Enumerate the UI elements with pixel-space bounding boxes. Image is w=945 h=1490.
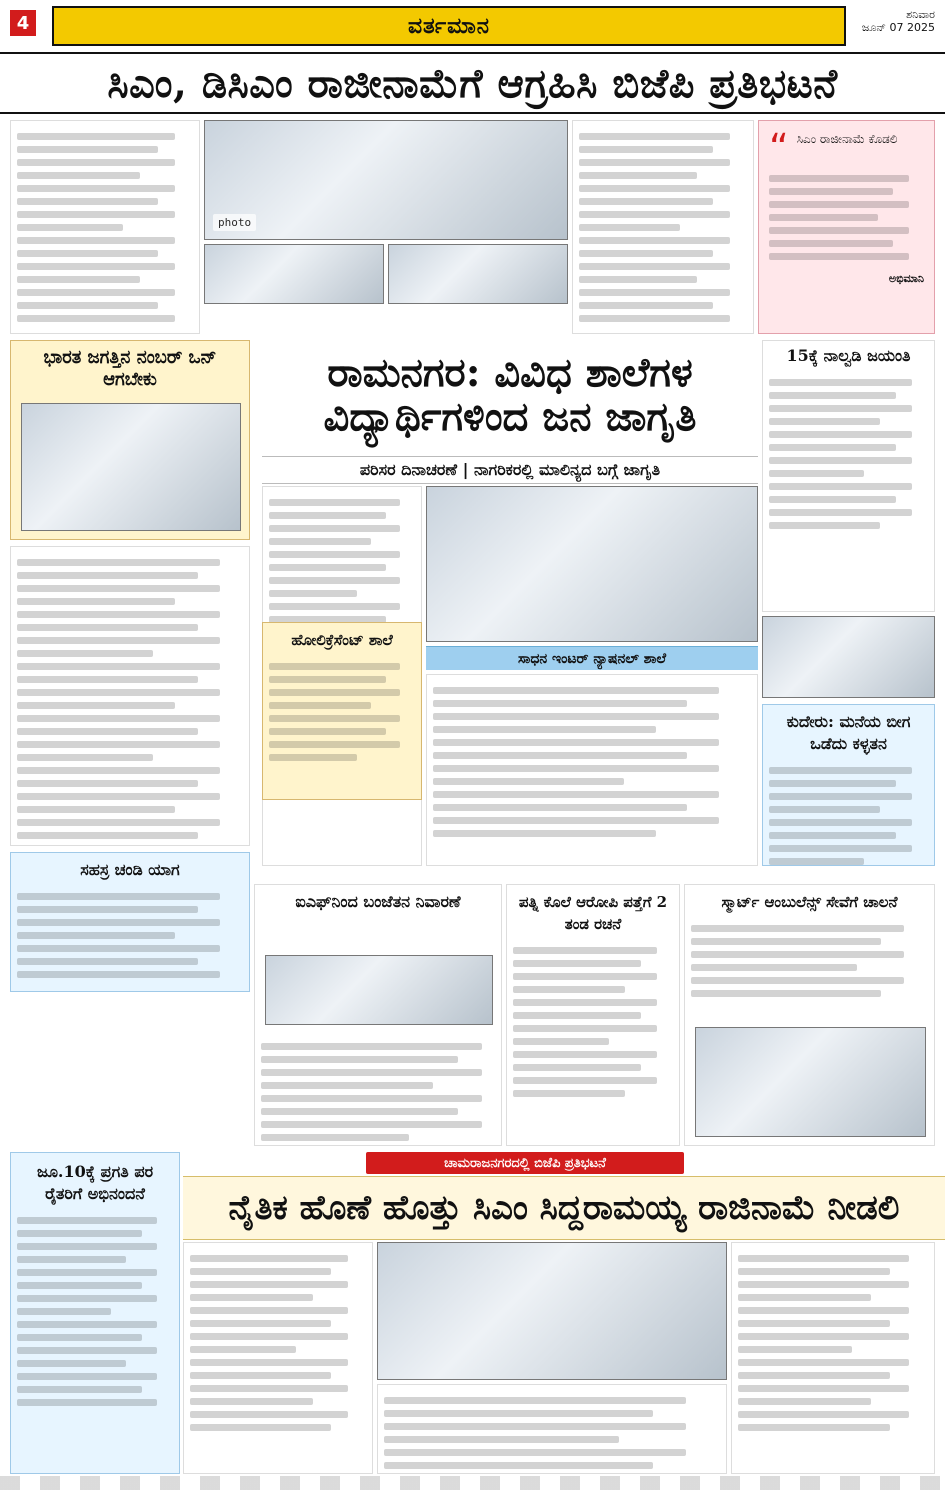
right-story-box-1-photo: [762, 616, 935, 698]
top-story-photo-small-1: [204, 244, 384, 304]
right-quote-box: [758, 120, 935, 334]
quote-mark-icon: “: [769, 126, 789, 170]
right-story-box-1-title: 15ಕ್ಕೆ ನಾಲ್ವಡಿ ಜಯಂತಿ: [786, 346, 911, 365]
quote-byline: ಅಭಿಮಾನಿ: [888, 272, 924, 285]
center-story-photo: [426, 486, 758, 642]
top-headline-rule: [0, 112, 945, 114]
mid-story-1-headline: ಐಎಫ್‌ನಿಂದ ಬಂಜೆತನ ನಿವಾರಣೆ: [295, 892, 461, 911]
mid-story-3-photo-ambulance: [695, 1027, 926, 1137]
bottom-story-right-text: [731, 1242, 935, 1474]
bottom-story-headline: ನೈತಿಕ ಹೊಣೆ ಹೊತ್ತು ಸಿಎಂ ಸಿದ್ದರಾಮಯ್ಯ ರಾಜಿನಾಮೆ ನೀಡಲಿ: [183, 1176, 945, 1240]
page-number-badge: 4: [10, 10, 36, 36]
top-story-right-column: [572, 120, 754, 334]
bottom-story-kicker: ಚಾಮರಾಜನಗರದಲ್ಲಿ ಬಿಜೆಪಿ ಪ್ರತಿಭಟನೆ: [366, 1152, 684, 1174]
center-story-inset-box: [262, 622, 422, 800]
center-story-kicker: ಪರಿಸರ ದಿನಾಚರಣೆ | ನಾಗರಿಕರಲ್ಲಿ ಮಾಲಿನ್ಯದ ಬಗ್ಗೆ ಜಾಗೃತಿ: [262, 456, 758, 484]
top-story-headline: ಸಿಎಂ, ಡಿಸಿಎಂ ರಾಜೀನಾಮೆಗೆ ಆಗ್ರಹಿಸಿ ಬಿಜೆಪಿ ಪ್ರತಿಭಟನೆ: [107, 59, 838, 107]
mid-story-1-photo: [265, 955, 493, 1025]
mid-left-box-title: ಸಹಸ್ರ ಚಂಡಿ ಯಾಗ: [80, 860, 180, 879]
date-block: [845, 8, 935, 44]
bottom-left-box: [10, 1152, 180, 1474]
right-story-box-2: [762, 704, 935, 866]
date-line-2: ಜೂನ್ 07 2025: [861, 21, 935, 34]
mid-left-box: [10, 852, 250, 992]
mid-story-3-headline: ಸ್ಮಾರ್ಟ್ ಆಂಬುಲೆನ್ಸ್ ಸೇವೆಗೆ ಚಾಲನೆ: [721, 893, 898, 911]
bottom-story-mid-text: [377, 1384, 727, 1474]
bottom-left-box-title: ಜೂ.10ಕ್ಕೆ ಪ್ರಗತಿ ಪರ ರೈತರಿಗೆ ಅಭಿನಂದನೆ: [36, 1162, 154, 1203]
bottom-story-photo: [377, 1242, 727, 1380]
bottom-story-left-text: [183, 1242, 373, 1474]
center-story-headline: [262, 340, 758, 450]
center-school-caption: ಸಾಧನ ಇಂಟರ್ ನ್ಯಾಷನಲ್ ಶಾಲೆ: [426, 646, 758, 670]
print-registration-strip: [0, 1476, 945, 1490]
quote-lead: ಸಿಎಂ ರಾಜೀನಾಮೆ ಕೊಡಲಿ: [796, 132, 898, 146]
mid-story-1: [254, 884, 502, 1146]
left-story-box-1-photo: [21, 403, 241, 531]
quote-text: [759, 121, 934, 272]
left-story-box-1: [10, 340, 250, 540]
photo-placeholder-label: photo: [213, 214, 256, 231]
center-school-caption-bar: [426, 646, 758, 670]
mid-story-3: [684, 884, 935, 1146]
mid-story-2-headline: ಪತ್ನಿ ಕೊಲೆ ಆರೋಪಿ ಪತ್ತೆಗೆ 2 ತಂಡ ರಚನೆ: [518, 893, 668, 933]
center-story-inset-title: ಹೋಲಿಕ್ರೆಸೆಂಟ್ ಶಾಲೆ: [291, 631, 393, 649]
right-story-box-1: [762, 340, 935, 612]
center-story-headline-line-2: ವಿದ್ಯಾರ್ಥಿಗಳಿಂದ ಜನ ಜಾಗೃತಿ: [323, 393, 697, 440]
top-story-photo-protest: [204, 120, 568, 240]
top-story-left-column: [10, 120, 200, 334]
masthead: [0, 0, 945, 54]
center-story-bottom-text: [426, 674, 758, 866]
center-story-headline-line-1: ರಾಮನಗರ: ವಿವಿಧ ಶಾಲೆಗಳ: [327, 349, 693, 396]
top-story-photo-small-2: [388, 244, 568, 304]
masthead-band: [52, 6, 846, 46]
left-story-box-1-title: ಭಾರತ ಜಗತ್ತಿನ ನಂಬರ್ ಒನ್ ಆಗಬೇಕು: [43, 347, 217, 390]
mid-story-2: [506, 884, 680, 1146]
left-long-text-column: [10, 546, 250, 846]
date-line-1: ಶನಿವಾರ: [906, 8, 935, 21]
masthead-title: ವರ್ತಮಾನ: [407, 13, 491, 39]
right-story-box-2-title: ಕುದೇರು: ಮನೆಯ ಬೀಗ ಒಡೆದು ಕಳ್ಳತನ: [786, 712, 911, 753]
